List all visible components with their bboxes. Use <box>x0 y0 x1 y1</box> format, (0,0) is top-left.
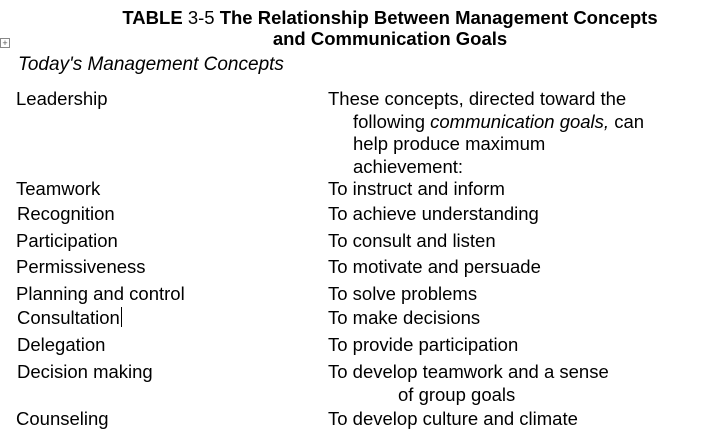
table-subtitle: Today's Management Concepts <box>18 54 284 75</box>
concept-cell-header: Leadership <box>16 88 108 109</box>
goal-cell: To develop culture and climate <box>328 408 578 429</box>
table-title-line2: and Communication Goals <box>272 28 508 49</box>
goal-header-line2 <box>328 111 644 134</box>
goal-cell: To achieve understanding <box>328 203 539 224</box>
table-title <box>60 7 701 49</box>
goal-header-line1: These concepts, directed toward the <box>328 88 627 109</box>
goal-line-continued: of group goals <box>398 383 516 405</box>
goal-header-line3: help produce maximum <box>353 133 546 154</box>
goal-cell: To make decisions <box>328 307 481 328</box>
concept-cell: Delegation <box>17 334 106 355</box>
goal-cell: To solve problems <box>328 283 478 304</box>
goal-cell: To provide participation <box>328 334 519 355</box>
concept-cell-text[interactable]: Consultation <box>17 307 120 328</box>
text-cursor <box>121 307 122 327</box>
goal-header-line4: achievement: <box>353 155 464 177</box>
concept-cell: Decision making <box>17 361 153 382</box>
goal-cell: To instruct and inform <box>328 178 505 199</box>
goal-cell: To motivate and persuade <box>328 256 541 277</box>
goal-cell: To consult and listen <box>328 230 496 251</box>
goal-line: To develop teamwork and a sense <box>328 361 609 382</box>
table-label: TABLE <box>122 7 183 28</box>
table-move-handle-icon[interactable]: + <box>0 38 10 48</box>
concept-cell: Permissiveness <box>16 256 146 277</box>
goal-header-line2-pre: following <box>353 110 431 132</box>
goal-cell-header <box>328 88 644 178</box>
concept-cell: Teamwork <box>16 178 101 199</box>
concept-cell: Counseling <box>16 408 109 429</box>
table-number: 3-5 <box>187 7 215 28</box>
goal-header-line2-post: can <box>609 110 645 132</box>
goal-header-emphasis: communication goals, <box>430 110 610 132</box>
table-title-line1: The Relationship Between Management Concepts <box>219 7 658 28</box>
concept-cell: Participation <box>16 230 118 251</box>
concept-cell-editing[interactable] <box>17 307 122 330</box>
concept-cell: Planning and control <box>16 283 185 304</box>
concept-cell: Recognition <box>17 203 115 224</box>
goal-cell <box>328 361 609 406</box>
